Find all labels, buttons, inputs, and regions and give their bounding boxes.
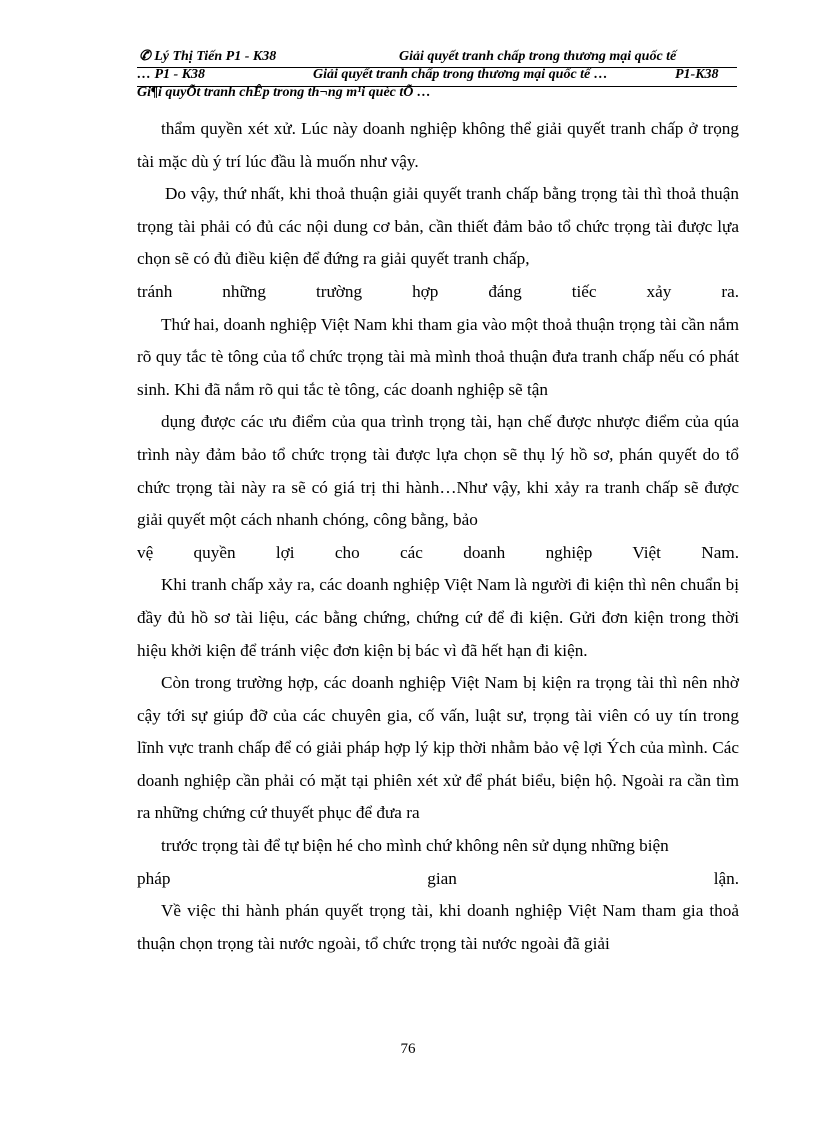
header-title: Giải quyết tranh chấp trong thương mại quốc tế bbox=[399, 49, 677, 64]
paragraph: Về việc thi hành phán quyết trọng tài, khi doanh nghiệp Việt Nam tham gia thoả thuận chọn trọng tài nước ngoài, tổ chức trọng tài nước ngoài đã giải bbox=[137, 901, 739, 953]
header-author: ✆ Lý Thị Tiến P1 - K38 bbox=[139, 49, 277, 64]
page-header bbox=[137, 48, 737, 102]
page-number: 76 bbox=[400, 1041, 416, 1057]
paragraph: trước trọng tài để tự biện hé cho mình chứ không nên sử dụng những biện bbox=[161, 836, 669, 856]
paragraph: Khi tranh chấp xảy ra, các doanh nghiệp Việt Nam là người đi kiện thì nên chuẩn bị đầy đủ hồ sơ tài liệu, các bằng chứng, chứng cứ để đi kiện. Gửi đơn kiện trong thời hiệu khởi kiện để tránh việc đơn kiện bị bác vì đã hết hạn đi kiện. bbox=[137, 575, 739, 660]
document-body bbox=[137, 113, 739, 960]
paragraph: Còn trong trường hợp, các doanh nghiệp Việt Nam bị kiện ra trọng tài thì nên nhờ cậy tới sự giúp đỡ của các chuyên gia, cố vấn, luật sư, trọng tài viên có uy tín trong lĩnh vực tranh chấp để có giải pháp hợp lý kịp thời nhằm bảo vệ lợi Ých của mình. Các doanh nghiệp cần phải có mặt tại phiên xét xử để phát biểu, biện hộ. Ngoài ra cần tìm ra những chứng cứ thuyết phục để đưa ra bbox=[137, 673, 739, 823]
paragraph: tránh những trường hợp đáng tiếc xảy ra. bbox=[137, 281, 739, 301]
paragraph: vệ quyền lợi cho các doanh nghiệp Việt Nam. bbox=[137, 542, 739, 562]
paragraph: thẩm quyền xét xử. Lúc này doanh nghiệp không thể giải quyết tranh chấp ở trọng tài mặc dù ý trí lúc đầu là muốn như vậy. bbox=[137, 119, 739, 171]
header-repeat-class: … P1 - K38 bbox=[137, 67, 206, 82]
paragraph: dụng được các ưu điểm của qua trình trọng tài, hạn chế được nhược điểm của qúa trình này đảm bảo tổ chức trọng tài được lựa chọn sẽ thụ lý hồ sơ, phán quyết do tổ chức trọng tài này ra sẽ có giá trị thi hành…Như vậy, khi xảy ra tranh chấp sẽ được giải quyết một cách nhanh chóng, công bằng, bảo bbox=[137, 412, 739, 530]
paragraph: Thứ hai, doanh nghiệp Việt Nam khi tham gia vào một thoả thuận trọng tài cần nắm rõ quy tắc tè tông của tổ chức trọng tài mà mình thoả thuận đưa tranh chấp nếu có phát sinh. Khi đã nắm rõ qui tắc tè tông, các doanh nghiệp sẽ tận bbox=[137, 314, 739, 399]
header-garbled-title: Gi¶i quyÕt tranh chÊp trong th¬ng m¹i quèc tÕ … bbox=[137, 85, 431, 100]
header-line-1 bbox=[137, 48, 737, 66]
header-repeat-class-2: P1-K38 bbox=[675, 67, 719, 82]
header-repeat-title: Giải quyết tranh chấp trong thương mại quốc tế … bbox=[313, 67, 608, 82]
header-line-2 bbox=[137, 66, 737, 84]
paragraph: Do vậy, thứ nhất, khi thoả thuận giải quyết tranh chấp bằng trọng tài thì thoả thuận trọng tài phải có đủ các nội dung cơ bản, cần thiết đảm bảo tổ chức trọng tài được lựa chọn sẽ có đủ điều kiện để đứng ra giải quyết tranh chấp, bbox=[137, 184, 739, 269]
header-line-3 bbox=[137, 84, 737, 102]
paragraph: pháp gian lận. bbox=[137, 868, 739, 888]
